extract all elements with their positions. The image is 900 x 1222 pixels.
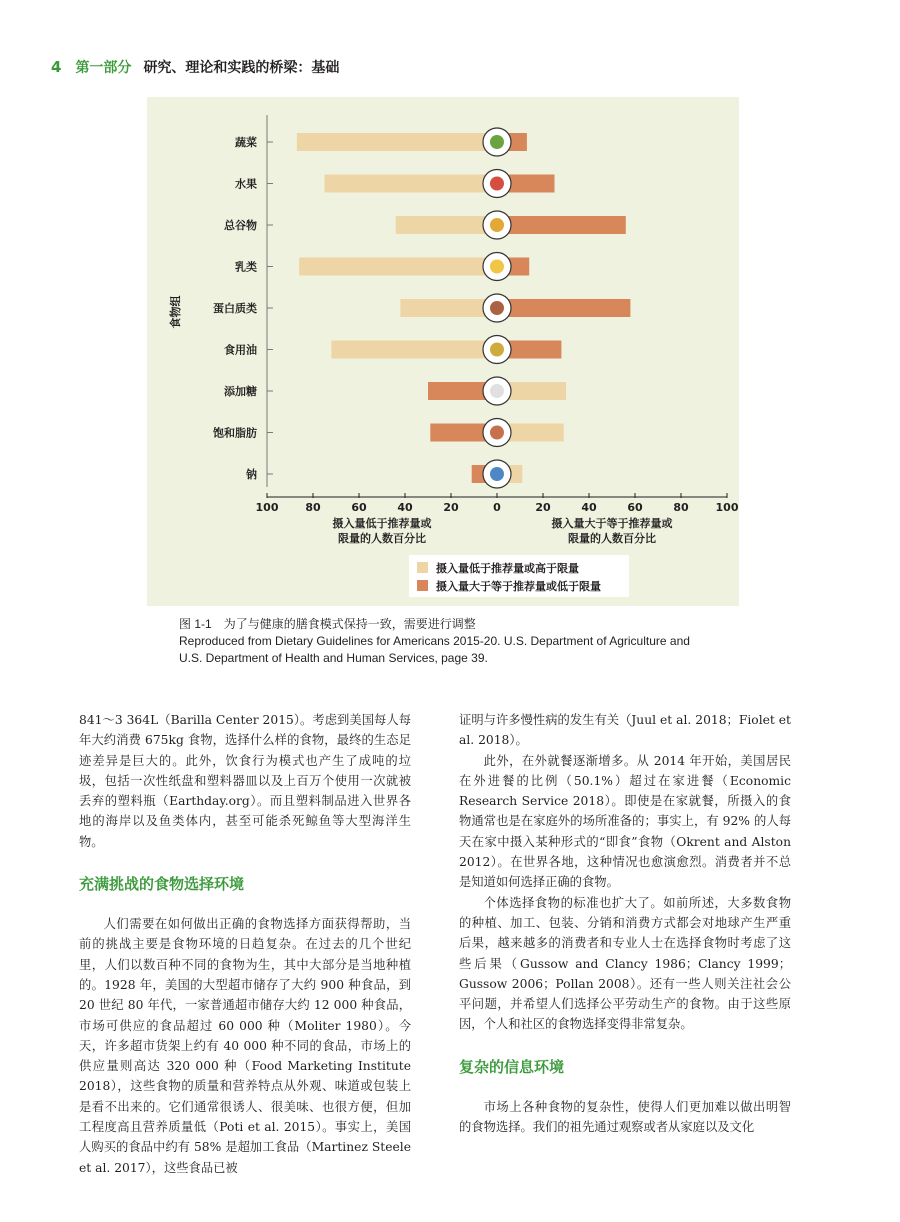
x-tick-label: 100 [715, 501, 739, 514]
section-heading: 复杂的信息环境 [459, 1057, 565, 1076]
part-label: 第一部分 [75, 60, 132, 76]
category-label: 水果 [235, 177, 257, 191]
x-tick-label: 20 [443, 501, 459, 514]
category-label: 添加糖 [224, 385, 257, 398]
x-axis-label-right: 限量的人数百分比 [568, 532, 656, 545]
salt-shaker-icon-glyph [490, 467, 504, 481]
watermelon-icon-glyph [490, 177, 504, 191]
drumstick-icon-glyph [490, 301, 504, 315]
oil-bottle-icon-glyph [490, 343, 504, 357]
broccoli-icon-glyph [490, 135, 504, 149]
bar-light [297, 133, 497, 151]
x-tick-label: 60 [351, 501, 367, 514]
header-title: 研究、理论和实践的桥梁：基础 [143, 60, 340, 76]
x-tick-label: 40 [397, 501, 413, 514]
left-column [79, 710, 411, 1178]
paragraph: 证明与许多慢性病的发生有关（Juul et al. 2018；Fiolet et al. 2018）。 [459, 713, 791, 748]
bar-dark [497, 299, 630, 317]
category-label: 总谷物 [224, 219, 257, 232]
x-axis-label-left: 限量的人数百分比 [338, 532, 426, 545]
x-tick-label: 40 [581, 501, 597, 514]
y-axis-label: 食物组 [169, 295, 182, 329]
x-tick-label: 20 [535, 501, 551, 514]
legend-swatch-light [417, 562, 428, 573]
legend-swatch-dark [417, 580, 428, 591]
right-column [459, 710, 791, 1137]
paragraph: 841～3 364L（Barilla Center 2015）。考虑到美国每人每年大约消费 675kg 食物，选择什么样的食物，最终的生态足迹差异是巨大的。此外，饮食行为模式也产生了成吨的垃圾，包括一次性纸盘和塑料器皿以及上百万个使用一次就被丢弃的塑料瓶（Earthday.org）。而且塑料制品进入世界各地的海岸以及鱼类体内，甚至可能杀死鲸鱼等大型海洋生物。 [79, 713, 411, 849]
bar-light [331, 341, 497, 359]
x-tick-label: 60 [627, 501, 643, 514]
x-tick-label: 100 [255, 501, 279, 514]
paragraph: 个体选择食物的标准也扩大了。如前所述，大多数食物的种植、加工、包装、分销和消费方式都会对地球产生严重后果，越来越多的消费者和专业人士在选择食物时考虑了这些后果（Gussow and Clancy 1986；Clancy 1999；Gussow 2006；Pollan 2008）。还有一些人则关注社会公平问题，并希望人们选择公平劳动生产的食物。由于这些原因，个人和社区的食物选择变得非常复杂。 [459, 895, 791, 1032]
caption-source-2: U.S. Department of Health and Human Services, page 39. [179, 651, 488, 665]
x-axis-label-left: 摄入量低于推荐量或 [332, 517, 432, 530]
x-tick-label: 0 [493, 501, 501, 514]
cheese-icon-glyph [490, 260, 504, 274]
bar-light [299, 258, 497, 276]
caption-source-1: Reproduced from Dietary Guidelines for Americans 2015-20. U.S. Department of Agriculture and [179, 634, 690, 648]
bar-light [325, 175, 498, 193]
category-label: 食用油 [224, 343, 257, 357]
sugar-cube-icon-glyph [490, 384, 504, 398]
running-header [51, 57, 339, 77]
bar-dark [497, 216, 626, 234]
paragraph: 人们需要在如何做出正确的食物选择方面获得帮助，当前的挑战主要是食物环境的日趋复杂。在过去的几个世纪里，人们以数百种不同的食物为生，其中大部分是当地种植的。1928 年，美国的大型超市储存了大约 900 种食品，到 20 世纪 80 年代，一家普通超市储存大约 12 000 种食品，市场可供应的食品超过 60 000 种（Moliter 1980）。今天，许多超市货架上约有 40 000 种不同的食品，市场上的供应量则高达 320 000 种（Food Marketing Institute 2018），这些食物的质量和营养特点从外观、味道或包装上是看不出来的。它们通常很诱人、很美味、也很方便，但加工程度高且营养质量低（Poti et al. 2015）。事实上，美国人购买的食品中约有 58% 是超加工食品（Martinez Steele et al. 2017），这些食品已被 [79, 917, 411, 1175]
caption-label: 图 1-1 [179, 617, 212, 631]
category-label: 蔬菜 [235, 136, 257, 149]
diverging-bar-chart [147, 97, 739, 606]
legend-label-light: 摄入量低于推荐量或高于限量 [436, 562, 579, 575]
paragraph: 此外，在外就餐逐渐增多。从 2014 年开始，美国居民在外进餐的比例（50.1%）超过在家进餐（Economic Research Service 2018）。即使是在家就餐，所摄入的食物通常也是在家庭外的场所准备的；事实上，有 92% 的人每天在家中摄入某种形式的“即食”食物（Okrent and Alston 2012）。在世界各地，这种情况也愈演愈烈。消费者并不总是知道如何选择正确的食物。 [459, 753, 791, 890]
figure-1-1 [147, 97, 739, 606]
section-heading: 充满挑战的食物选择环境 [79, 875, 245, 894]
caption-text: 为了与健康的膳食模式保持一致，需要进行调整 [223, 617, 476, 631]
butter-icon-glyph [490, 426, 504, 440]
category-label: 饱和脂肪 [213, 426, 257, 440]
wheat-icon-glyph [490, 218, 504, 232]
category-label: 乳类 [235, 260, 257, 274]
paragraph: 市场上各种食物的复杂性，使得人们更加难以做出明智的食物选择。我们的祖先通过观察或者从家庭以及文化 [459, 1099, 791, 1135]
bar-light [396, 216, 497, 234]
x-axis-label-right: 摄入量大于等于推荐量或 [551, 517, 673, 530]
legend-label-dark: 摄入量大于等于推荐量或低于限量 [436, 580, 601, 593]
x-tick-label: 80 [305, 501, 321, 514]
category-label: 钠 [246, 468, 257, 481]
page-number: 4 [51, 58, 62, 76]
figure-caption [179, 616, 739, 667]
x-tick-label: 80 [673, 501, 689, 514]
category-label: 蛋白质类 [213, 302, 257, 315]
